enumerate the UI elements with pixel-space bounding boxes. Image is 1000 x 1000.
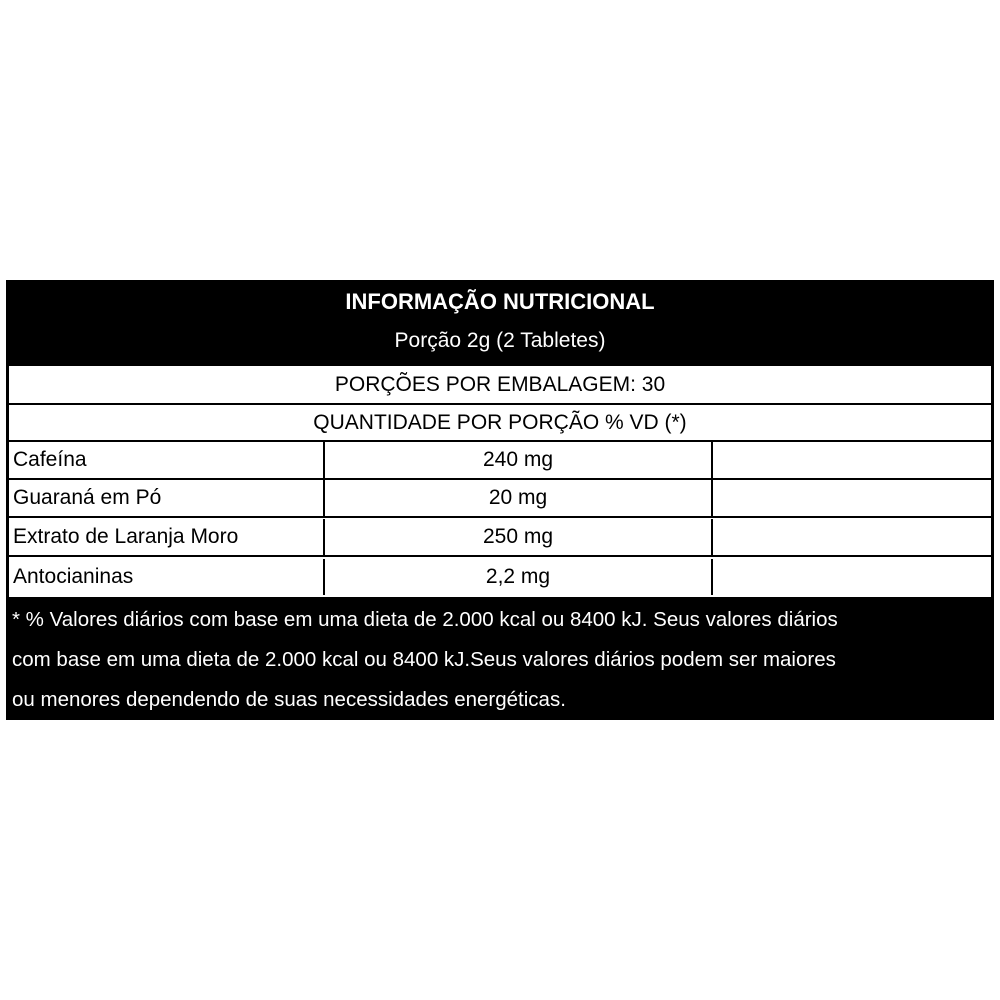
nutrient-name: Cafeína — [9, 442, 325, 478]
servings-per-package: PORÇÕES POR EMBALAGEM: 30 — [9, 366, 991, 403]
serving-size: Porção 2g (2 Tabletes) — [394, 329, 606, 352]
nutrient-table — [9, 442, 991, 597]
nutrient-amount: 240 mg — [325, 442, 713, 478]
table-row — [9, 519, 991, 557]
footnote — [12, 600, 992, 720]
nutrient-vd — [713, 519, 991, 555]
nutrient-name: Antocianinas — [9, 559, 325, 595]
footnote-line: com base em uma dieta de 2.000 kcal ou 8400 kJ.Seus valores diários podem ser maiores — [12, 648, 836, 671]
nutrient-amount: 2,2 mg — [325, 559, 713, 595]
nutrient-vd — [713, 559, 991, 595]
table-row — [9, 480, 991, 518]
nutrient-vd — [713, 442, 991, 478]
label-title: INFORMAÇÃO NUTRICIONAL — [345, 289, 655, 314]
table-row — [9, 559, 991, 597]
nutrient-amount: 250 mg — [325, 519, 713, 555]
nutrient-vd — [713, 480, 991, 516]
nutrient-name: Extrato de Laranja Moro — [9, 519, 325, 555]
footnote-line: * % Valores diários com base em uma dieta de 2.000 kcal ou 8400 kJ. Seus valores diários — [12, 608, 838, 631]
nutrition-label — [6, 280, 994, 720]
footnote-line: ou menores dependendo de suas necessidades energéticas. — [12, 688, 566, 711]
nutrient-name: Guaraná em Pó — [9, 480, 325, 516]
table-row — [9, 442, 991, 480]
nutrient-amount: 20 mg — [325, 480, 713, 516]
label-header — [6, 280, 994, 360]
column-header: QUANTIDADE POR PORÇÃO % VD (*) — [9, 405, 991, 440]
